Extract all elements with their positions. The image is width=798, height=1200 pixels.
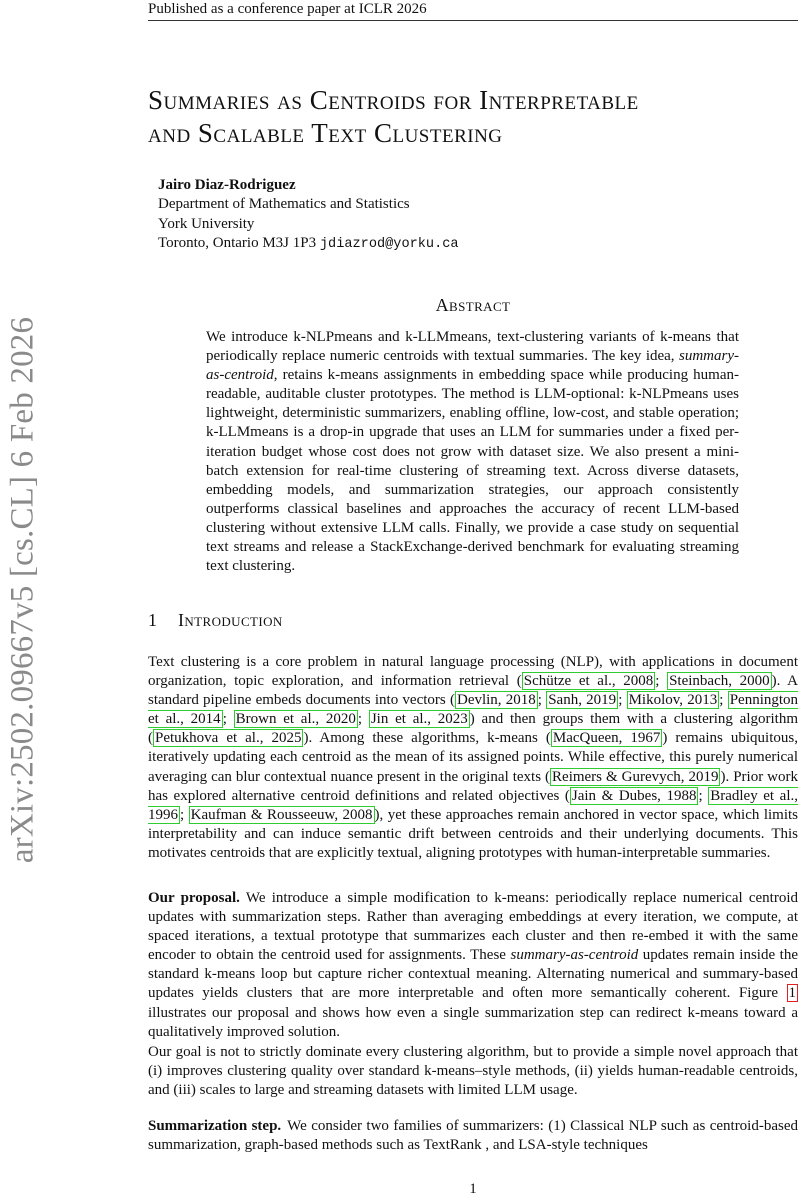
intro-text: ;	[719, 692, 728, 709]
intro-text: ) remains ubiquitous, iteratively updating each centroid as the mean of its assigned points. While effective, this purely numerical averaging can blur contextual nuance present in the original texts (	[148, 730, 798, 785]
citation-link[interactable]: Sanh, 2019	[548, 692, 617, 709]
author-block	[158, 176, 459, 255]
citation-link[interactable]: Bradley et al., 1996	[148, 787, 798, 823]
citation-link[interactable]: Jain & Dubes, 1988	[571, 787, 697, 804]
author-address-line	[158, 234, 459, 254]
intro-text: Text clustering is a core problem in natural language processing (NLP), with applications in document organization, topic exploration, and information retrieval (	[148, 654, 798, 690]
goal-paragraph: Our goal is not to strictly dominate every clustering algorithm, but to provide a simple novel approach that (i) improves clustering quality over standard k-means–style methods, (ii) yields human-readable centroids, and (iii) scales to large and streaming datasets with limited LLM usage.	[148, 1044, 798, 1099]
intro-text: ;	[698, 787, 709, 804]
abstract-heading: Abstract	[435, 295, 511, 315]
intro-text: ;	[222, 711, 234, 728]
section-title: Introduction	[178, 610, 283, 630]
citation-link[interactable]: Jin et al., 2023	[370, 711, 468, 728]
abstract-text: , retains k-means assignments in embedding space while producing human-readable, auditable cluster prototypes. The method is LLM-optional: k-NLPmeans uses lightweight, deterministic summarizers, enabling offline, low-cost, and stable operation; k-LLMmeans is a drop-in upgrade that uses an LLM for summaries under a fixed per-iteration budget whose cost does not grow with dataset size. We also present a mini-batch extension for real-time clustering of streaming text. Across diverse datasets, embedding models, and summarization strategies, our approach consistently outperforms classical baselines and approaches the accuracy of recent LLM-based clustering without extensive LLM calls. Finally, we provide a case study on sequential text streams and release a StackExchange-derived benchmark for evaluating streaming text clustering.	[206, 367, 739, 575]
author-name: Jairo Diaz-Rodriguez	[158, 177, 296, 193]
proposal-text: We introduce a simple modification to k-means: periodically replace numerical centroid updates with summarization steps. Rather than averaging embeddings at every iteration, we compute, at spaced iterations, a textual prototype that summarizes each cluster and then re-embed it with the same encoder to obtain the centroid used for assignments. These	[148, 890, 798, 964]
intro-text: ;	[618, 692, 627, 709]
arxiv-identifier[interactable]: arXiv:2502.09667v5 [cs.CL] 6 Feb 2026	[4, 316, 41, 864]
intro-text: ;	[655, 673, 668, 690]
citation-link[interactable]: Steinbach, 2000	[669, 673, 770, 690]
citation-link[interactable]: Reimers & Gurevych, 2019	[552, 768, 719, 785]
section-heading-introduction	[148, 610, 283, 631]
run-in-heading: Our proposal.	[148, 890, 240, 906]
paper-title	[148, 84, 798, 150]
intro-text: ). Prior work has explored alternative centroid definitions and related objectives (	[148, 768, 798, 804]
citation-link[interactable]: Pennington et al., 2014	[148, 692, 798, 728]
page-number: 1	[469, 1181, 477, 1197]
intro-text: ;	[537, 692, 547, 709]
intro-text: ). Among these algorithms, k-means (	[303, 730, 551, 747]
citation-link[interactable]: MacQueen, 1967	[552, 730, 661, 747]
intro-text: ;	[180, 806, 189, 823]
intro-text: ). A standard pipeline embeds documents into vectors (	[148, 673, 798, 709]
title-line-1: Summaries as Centroids for Interpretable	[148, 85, 639, 115]
intro-text: ) and then groups them with a clustering algorithm (	[148, 711, 798, 747]
intro-paragraph	[148, 653, 798, 863]
summarization-text: We consider two families of summarizers: (1) Classical NLP such as centroid-based summarization, graph-based methods such as TextRank , and LSA-style techniques	[148, 1118, 798, 1154]
arxiv-sidebar	[0, 260, 46, 920]
figure-reference-link[interactable]: 1	[788, 985, 796, 1002]
abstract-emphasis: summary-as-centroid	[206, 348, 739, 384]
citation-link[interactable]: Devlin, 2018	[456, 692, 536, 709]
intro-text: ;	[357, 711, 369, 728]
author-university: York University	[158, 215, 255, 232]
intro-text: ), yet these approaches remain anchored in vector space, which limits interpretability and can induce semantic drift between centroids and their underlying documents. This motivates centroids that are explicitly textual, aligning prototypes with human-interpretable summaries.	[148, 806, 798, 861]
section-number: 1	[148, 610, 158, 630]
author-department: Department of Mathematics and Statistics	[158, 196, 410, 213]
author-address: Toronto, Ontario M3J 1P3	[158, 235, 317, 252]
citation-link[interactable]: Mikolov, 2013	[628, 692, 718, 709]
proposal-text: updates remain inside the standard k-means loop but capture richer contextual meaning. Alternating numerical and summary-based updates yields clusters that are more interpretable and often more semantically coherent. Figure	[148, 947, 798, 1002]
running-header: Published as a conference paper at ICLR 2026	[148, 0, 798, 21]
citation-link[interactable]: Brown et al., 2020	[235, 711, 356, 728]
abstract-body	[206, 328, 739, 576]
title-line-2: and Scalable Text Clustering	[148, 118, 503, 148]
proposal-emphasis: summary-as-centroid	[510, 947, 639, 964]
run-in-heading: Summarization step.	[148, 1118, 282, 1134]
author-email[interactable]: jdiazrod@yorku.ca	[319, 237, 459, 253]
proposal-text: illustrates our proposal and shows how even a single summarization step can redirect k-means toward a qualitatively improved solution.	[148, 1004, 798, 1040]
citation-link[interactable]: Petukhova et al., 2025	[155, 730, 302, 747]
summarization-paragraph	[148, 1117, 798, 1155]
citation-link[interactable]: Kaufman & Rousseeuw, 2008	[190, 806, 373, 823]
abstract-text: We introduce k-NLPmeans and k-LLMmeans, text-clustering variants of k-means that periodically replace numeric centroids with textual summaries. The key idea,	[206, 329, 739, 365]
proposal-paragraph	[148, 889, 798, 1042]
citation-link[interactable]: Schütze et al., 2008	[523, 673, 654, 690]
